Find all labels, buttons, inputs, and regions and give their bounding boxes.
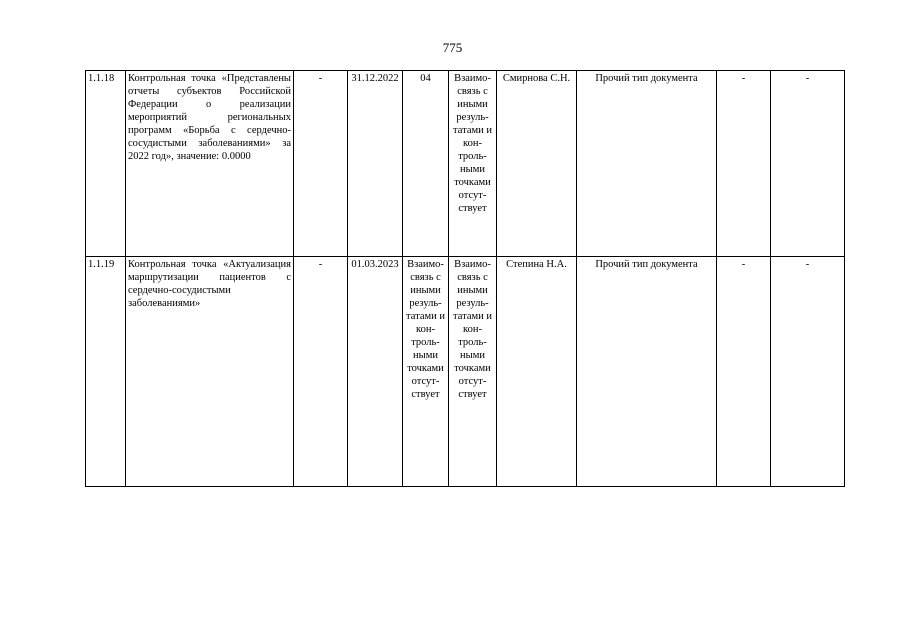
row-predecessor: 04: [403, 71, 449, 257]
row-description: Контрольная точка «Актуализация маршрутизации пациентов с сердечно-сосудистыми заболеваниями»: [126, 257, 294, 487]
row-col10: -: [771, 257, 845, 487]
row-successor: Взаимо- связь с иными резуль- татами и кон- троль- ными точками отсут- ствует: [449, 257, 497, 487]
row-end-date: 31.12.2022: [348, 71, 403, 257]
row-successor: Взаимо- связь с иными резуль- татами и кон- троль- ными точками отсут- ствует: [449, 71, 497, 257]
control-points-table: [85, 70, 845, 487]
row-start-date: -: [294, 257, 348, 487]
row-id: 1.1.18: [86, 71, 126, 257]
row-responsible: Смирнова С.Н.: [497, 71, 577, 257]
row-predecessor: Взаимо- связь с иными резуль- татами и кон- троль- ными точками отсут- ствует: [403, 257, 449, 487]
table-row: [86, 71, 845, 257]
page-number: 775: [442, 40, 463, 55]
row-start-date: -: [294, 71, 348, 257]
row-col9: -: [717, 71, 771, 257]
row-end-date: 01.03.2023: [348, 257, 403, 487]
table-row: [86, 257, 845, 487]
row-id: 1.1.19: [86, 257, 126, 487]
row-doc-type: Прочий тип документа: [577, 71, 717, 257]
row-col9: -: [717, 257, 771, 487]
row-description: Контрольная точка «Представлены отчеты субъектов Российской Федерации о реализации мероприятий региональных программ «Борьба с сердечно-сосудистыми заболеваниями» за 2022 год», значение: 0.0000: [126, 71, 294, 257]
row-col10: -: [771, 71, 845, 257]
row-responsible: Степина Н.А.: [497, 257, 577, 487]
row-doc-type: Прочий тип документа: [577, 257, 717, 487]
